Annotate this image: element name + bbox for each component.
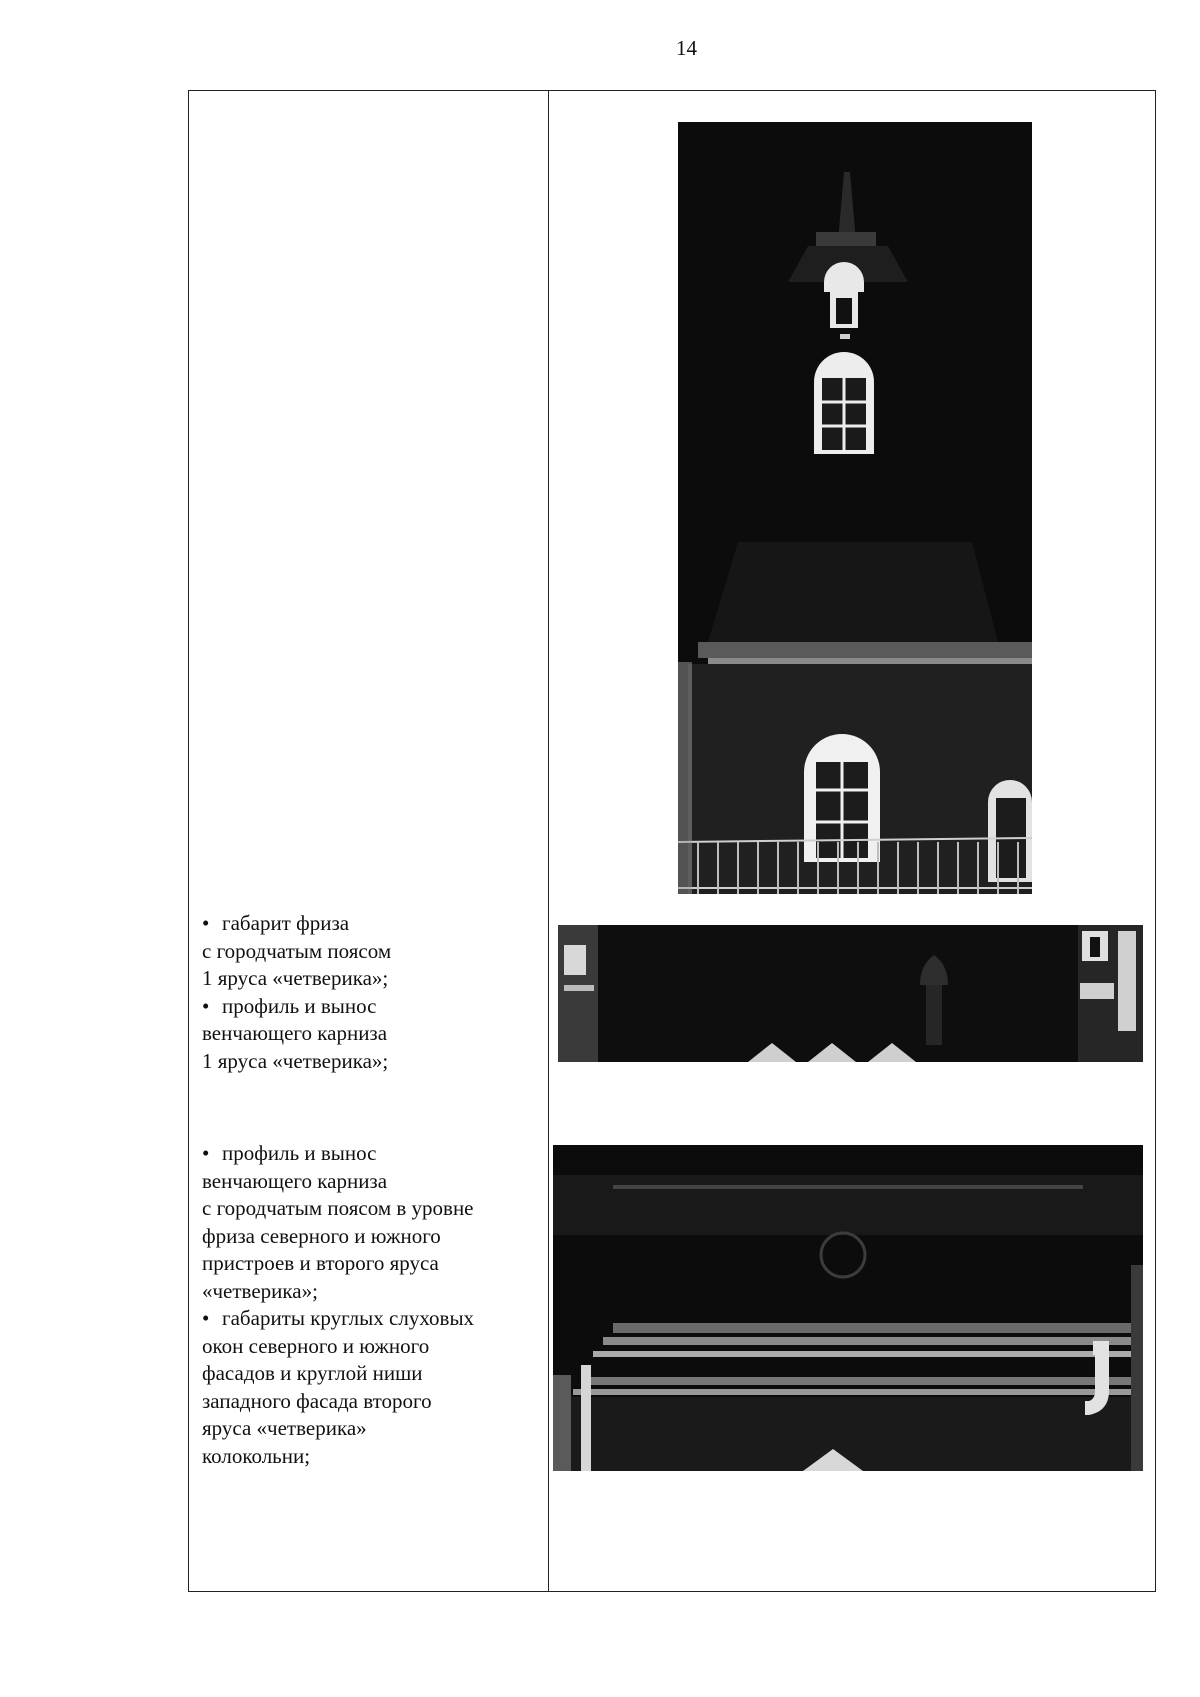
list-item-line: с городчатым поясом в уровне [202, 1196, 474, 1220]
list-item-line: профиль и вынос [222, 1141, 377, 1165]
bell-tower-illustration [678, 122, 1032, 894]
list-item: • профиль и вынос [202, 1141, 377, 1165]
list-item-line: западного фасада второго [202, 1388, 432, 1413]
list-item-line: фасадов и круглой ниши [202, 1361, 423, 1385]
column-divider [548, 90, 549, 1592]
page-number: 14 [676, 36, 697, 60]
list-item-line: пристроев и второго яруса [202, 1251, 439, 1275]
cornice-photo [553, 1145, 1143, 1471]
list-item-line: габарит фриза [222, 911, 350, 935]
text-block-cornice [202, 1140, 474, 1470]
list-item-line: фриза северного и южного [202, 1223, 441, 1248]
list-item-line: «четверика»; [202, 1278, 318, 1303]
list-item-line: колокольни; [202, 1443, 311, 1468]
frieze-illustration [558, 925, 1143, 1062]
list-item-line: 1 яруса «четверика»; [202, 966, 389, 990]
list-item-line: 1 яруса «четверика»; [202, 1048, 389, 1073]
list-item-line: венчающего карниза [202, 1021, 388, 1045]
list-item-line: профиль и вынос [222, 993, 377, 1018]
bell-tower-photo [678, 122, 1032, 894]
cornice-illustration [553, 1145, 1143, 1471]
list-item-line: яруса «четверика» [202, 1416, 367, 1440]
list-item: • габарит фриза [202, 911, 350, 935]
list-item: • габариты круглых слуховых [202, 1306, 475, 1330]
list-item-line: с городчатым поясом [202, 938, 392, 963]
list-item: • профиль и вынос [202, 993, 377, 1018]
list-item-line: габариты круглых слуховых [222, 1306, 475, 1330]
list-item-line: венчающего карниза [202, 1168, 388, 1193]
frieze-photo [558, 925, 1143, 1062]
list-item-line: окон северного и южного [202, 1333, 430, 1358]
text-block-frieze [202, 910, 391, 1075]
